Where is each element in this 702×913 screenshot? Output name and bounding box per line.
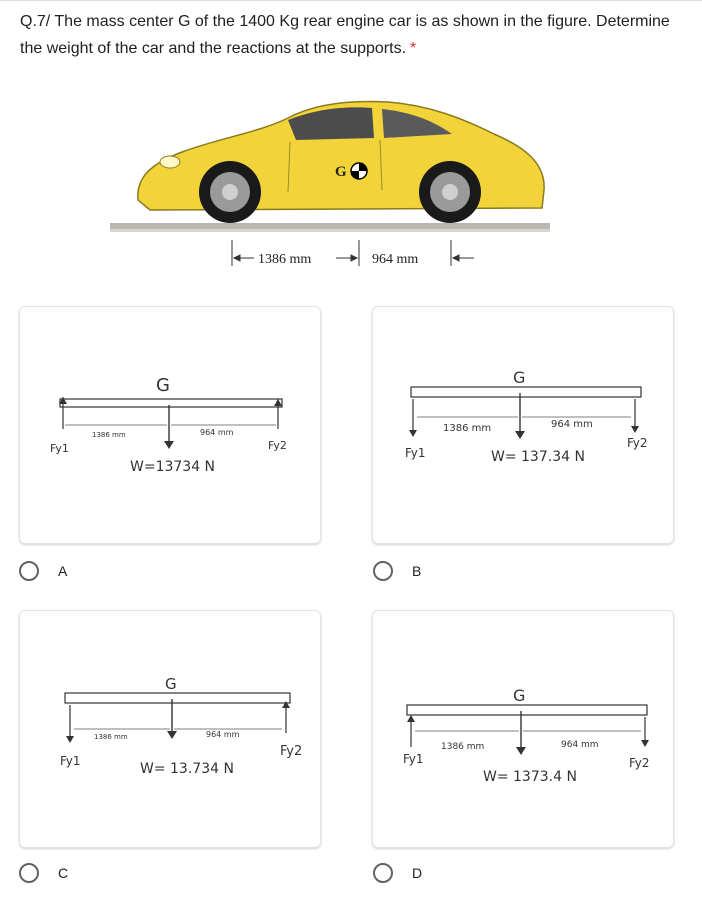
- option-c-label: C: [58, 865, 69, 881]
- option-a-diagram: [20, 307, 321, 544]
- option-a-label: A: [58, 563, 68, 579]
- radio-c[interactable]: [19, 863, 39, 883]
- top-divider: [0, 0, 702, 1]
- weight-label: W= 137.34 N: [491, 449, 585, 465]
- ground: [110, 223, 550, 229]
- beam: [65, 693, 290, 703]
- right-dim: 964 mm: [206, 730, 240, 739]
- right-dim: 964 mm: [561, 740, 599, 750]
- weight-label: W=13734 N: [130, 459, 216, 475]
- required-marker: *: [410, 40, 417, 57]
- fy1-label: Fy1: [50, 442, 69, 455]
- option-b-image[interactable]: [372, 306, 674, 544]
- fy2-label: Fy2: [627, 436, 648, 450]
- radio-b[interactable]: [373, 561, 393, 581]
- radio-a[interactable]: [19, 561, 39, 581]
- fy1-label: Fy1: [403, 752, 424, 766]
- left-dim: 1386 mm: [443, 423, 492, 434]
- option-d-label: D: [412, 865, 423, 881]
- beam: [407, 705, 647, 715]
- left-dim: 1386 mm: [441, 742, 485, 752]
- cg-symbol-icon: [351, 163, 367, 179]
- question-title: [20, 8, 690, 62]
- option-b[interactable]: [373, 559, 421, 583]
- left-dim: 1386 mm: [94, 733, 128, 741]
- fy2-label: Fy2: [629, 756, 650, 770]
- question-text: Q.7/ The mass center G of the 1400 Kg rear engine car is as shown in the figure. Determine the weight of the car and the reactions at the supports.: [20, 13, 670, 57]
- option-c-image[interactable]: [19, 610, 321, 848]
- g-label: G: [156, 375, 170, 396]
- g-label: G: [513, 686, 526, 705]
- right-dim: 964 mm: [551, 419, 593, 430]
- option-b-diagram: [373, 307, 674, 544]
- weight-label: W= 1373.4 N: [483, 769, 577, 785]
- beam: [411, 387, 641, 397]
- dim-left-label: 1386 mm: [258, 252, 312, 267]
- left-dim: 1386 mm: [92, 431, 126, 439]
- fy1-label: Fy1: [60, 754, 81, 768]
- option-a-image[interactable]: [19, 306, 321, 544]
- option-c[interactable]: [19, 861, 68, 885]
- fy1-label: Fy1: [405, 446, 426, 460]
- option-d[interactable]: [373, 861, 422, 885]
- option-b-label: B: [412, 563, 422, 579]
- g-label: G: [165, 675, 177, 693]
- right-dim: 964 mm: [200, 428, 234, 437]
- option-a[interactable]: [19, 559, 67, 583]
- dim-right-label: 964 mm: [372, 252, 419, 267]
- cg-label: G: [335, 164, 347, 180]
- option-d-diagram: [373, 611, 674, 848]
- g-label: G: [513, 368, 526, 387]
- fy2-label: Fy2: [268, 439, 287, 452]
- weight-label: W= 13.734 N: [140, 761, 234, 777]
- option-c-diagram: [20, 611, 321, 848]
- fy2-label: Fy2: [280, 744, 303, 759]
- beam: [60, 399, 282, 407]
- radio-d[interactable]: [373, 863, 393, 883]
- option-d-image[interactable]: [372, 610, 674, 848]
- car-figure: [110, 90, 550, 275]
